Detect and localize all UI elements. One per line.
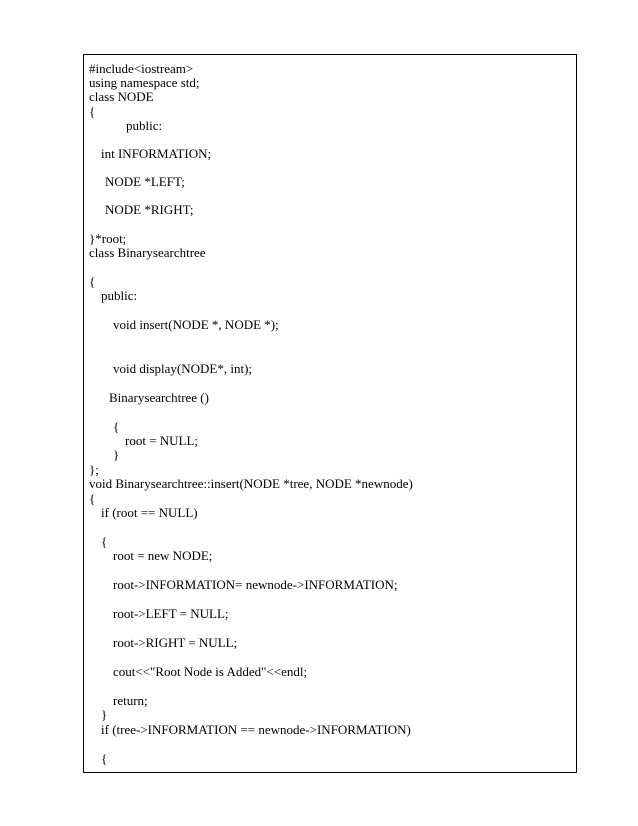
code-line: root->LEFT = NULL; [113, 606, 229, 621]
code-line: }; [89, 462, 99, 477]
code-line: cout<<"Root Node is Added"<<endl; [113, 664, 308, 679]
code-line: void Binarysearchtree::insert(NODE *tree, NODE *newnode) [89, 476, 413, 491]
code-line: NODE *LEFT; [105, 174, 185, 189]
code-line: if (root == NULL) [101, 505, 198, 520]
code-line: class Binarysearchtree [89, 245, 206, 260]
code-line: { [89, 491, 96, 506]
code-line: using namespace std; [89, 75, 200, 90]
code-line: root->INFORMATION= newnode->INFORMATION; [113, 577, 398, 592]
code-line: public: [126, 118, 163, 133]
code-line: { [113, 419, 120, 434]
code-line: void display(NODE*, int); [113, 361, 253, 376]
code-line: { [89, 104, 96, 119]
code-line: #include<iostream> [89, 61, 194, 76]
code-line: } [113, 447, 120, 462]
code-line: return; [113, 693, 148, 708]
code-page-frame [83, 54, 577, 773]
code-line: class NODE [89, 89, 154, 104]
code-line: { [101, 534, 108, 549]
code-line: if (tree->INFORMATION == newnode->INFORMATION) [101, 722, 411, 737]
code-line: root->RIGHT = NULL; [113, 635, 238, 650]
code-line: root = new NODE; [113, 548, 213, 563]
code-line: int INFORMATION; [101, 146, 212, 161]
code-line: public: [101, 288, 138, 303]
code-line: void insert(NODE *, NODE *); [113, 317, 279, 332]
code-line: } [101, 707, 108, 722]
code-line: NODE *RIGHT; [105, 202, 194, 217]
code-line: { [101, 751, 108, 766]
code-line: { [89, 274, 96, 289]
code-line: root = NULL; [125, 433, 199, 448]
code-line: Binarysearchtree () [109, 390, 209, 405]
code-line: }*root; [89, 231, 127, 246]
